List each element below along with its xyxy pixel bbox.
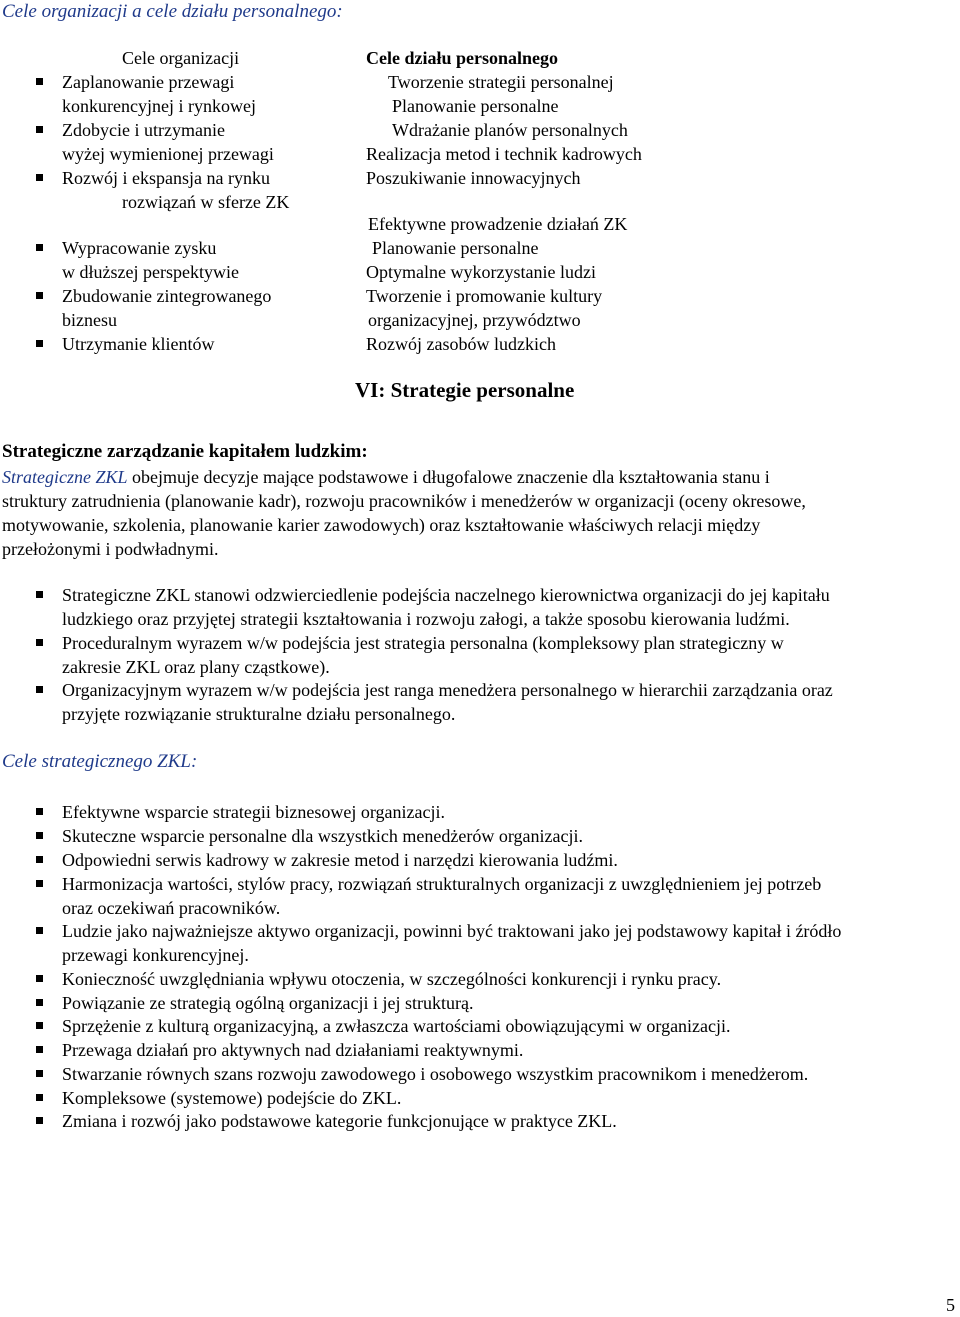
bullet-square-icon (36, 832, 43, 839)
bullet-square-icon (36, 1117, 43, 1124)
section-title-strategies: VI: Strategie personalne (355, 378, 575, 402)
bullet-line: Strategiczne ZKL stanowi odzwierciedlenie podejścia naczelnego kierownictwa organizacji do jej kapitału (62, 585, 830, 605)
bullet-square-icon (36, 808, 43, 815)
left-goal-line: Rozwój i ekspansja na rynku (62, 168, 270, 188)
bullet-line: ludzkiego oraz przyjętej strategii kształtowania i rozwoju załogi, a także sposobu kierowania ludźmi. (62, 609, 790, 629)
szl-lead-term: Strategiczne ZKL (2, 467, 128, 487)
szl-paragraph-line-1: Strategiczne ZKL obejmuje decyzje mające podstawowe i długofalowe znaczenie dla kształtowania stanu i (2, 467, 770, 487)
bullet-square-icon (36, 975, 43, 982)
bullet-line: Proceduralnym wyrazem w/w podejścia jest strategia personalna (kompleksowy plan strategiczny w (62, 633, 784, 653)
bullet-square-icon (36, 174, 43, 181)
right-goal-line: Realizacja metod i technik kadrowych (366, 144, 642, 164)
right-goal-line: Wdrażanie planów personalnych (392, 120, 628, 140)
bullet-line: Sprzężenie z kulturą organizacyjną, a zwłaszcza wartościami obowiązującymi w organizacji. (62, 1016, 731, 1036)
left-goal-line: rozwiązań w sferze ZK (122, 192, 290, 212)
section-heading-goals-comparison: Cele organizacji a cele działu personalnego: (2, 1, 343, 22)
left-goal-line: Zdobycie i utrzymanie (62, 120, 225, 140)
bullet-line: Efektywne wsparcie strategii biznesowej organizacji. (62, 802, 446, 822)
bullet-square-icon (36, 927, 43, 934)
bullet-square-icon (36, 686, 43, 693)
bullet-square-icon (36, 1046, 43, 1053)
bullet-square-icon (36, 1022, 43, 1029)
bullet-square-icon (36, 880, 43, 887)
szl-heading: Strategiczne zarządzanie kapitałem ludzkim: (2, 441, 368, 462)
right-goal-line: Tworzenie strategii personalnej (388, 72, 614, 92)
right-goal-line: Planowanie personalne (392, 96, 559, 116)
bullet-square-icon (36, 999, 43, 1006)
bullet-square-icon (36, 639, 43, 646)
bullet-line: Zmiana i rozwój jako podstawowe kategorie funkcjonujące w praktyce ZKL. (62, 1111, 617, 1131)
bullet-line: Skuteczne wsparcie personalne dla wszystkich menedżerów organizacji. (62, 826, 583, 846)
right-goal-line: Optymalne wykorzystanie ludzi (366, 262, 596, 282)
bullet-line: Przewaga działań pro aktywnych nad działaniami reaktywnymi. (62, 1040, 524, 1060)
bullet-line: Powiązanie ze strategią ogólną organizacji i jej strukturą. (62, 993, 474, 1013)
bullet-line: Kompleksowe (systemowe) podejście do ZKL. (62, 1088, 402, 1108)
bullet-square-icon (36, 1094, 43, 1101)
page-number: 5 (946, 1295, 955, 1315)
bullet-line: Konieczność uwzględniania wpływu otoczenia, w szczególności konkurencji i rynku pracy. (62, 969, 722, 989)
bullet-line: Ludzie jako najważniejsze aktywo organizacji, powinni być traktowani jako jej podstawowy kapitał i źródło (62, 921, 842, 941)
bullet-line: Organizacyjnym wyrazem w/w podejścia jest ranga menedżera personalnego w hierarchii zarządzania oraz (62, 680, 833, 700)
bullet-square-icon (36, 340, 43, 347)
left-goal-line: biznesu (62, 310, 117, 330)
right-goal-line: Efektywne prowadzenie działań ZK (368, 214, 628, 234)
left-goal-line: konkurencyjnej i rynkowej (62, 96, 256, 116)
right-goal-line: organizacyjnej, przywództwo (368, 310, 581, 330)
right-goal-line: Poszukiwanie innowacyjnych (366, 168, 581, 188)
bullet-line: zakresie ZKL oraz plany cząstkowe). (62, 657, 330, 677)
left-goal-line: wyżej wymienionej przewagi (62, 144, 274, 164)
left-column-title: Cele organizacji (122, 48, 240, 68)
bullet-square-icon (36, 78, 43, 85)
bullet-line: Harmonizacja wartości, stylów pracy, rozwiązań strukturalnych organizacji z uwzględnieniem jej potrzeb (62, 874, 822, 894)
left-goal-line: Utrzymanie klientów (62, 334, 215, 354)
bullet-square-icon (36, 244, 43, 251)
left-goal-line: Zaplanowanie przewagi (62, 72, 235, 92)
szl-paragraph-line-2: struktury zatrudnienia (planowanie kadr), rozwoju pracowników i menedżerów w organizacji (oceny okresowe, (2, 491, 806, 511)
szl-paragraph-line-4: przełożonymi i podwładnymi. (2, 539, 219, 559)
bullet-square-icon (36, 1070, 43, 1077)
bullet-line: Odpowiedni serwis kadrowy w zakresie metod i narzędzi kierowania ludźmi. (62, 850, 618, 870)
szl-paragraph-line-3: motywowanie, szkolenia, planowanie karier zawodowych) oraz kształtowanie właściwych relacji między (2, 515, 761, 535)
right-goal-line: Planowanie personalne (372, 238, 539, 258)
bullet-square-icon (36, 856, 43, 863)
bullet-square-icon (36, 591, 43, 598)
right-goal-line: Tworzenie i promowanie kultury (366, 286, 603, 306)
left-goal-line: Wypracowanie zysku (62, 238, 217, 258)
bullet-square-icon (36, 126, 43, 133)
bullet-square-icon (36, 292, 43, 299)
left-goal-line: w dłuższej perspektywie (62, 262, 239, 282)
bullet-line: oraz oczekiwań pracowników. (62, 898, 281, 918)
bullet-line: przyjęte rozwiązanie strukturalne działu personalnego. (62, 704, 456, 724)
right-column-title: Cele działu personalnego (366, 48, 558, 68)
right-goal-line: Rozwój zasobów ludzkich (366, 334, 556, 354)
goals-heading: Cele strategicznego ZKL: (2, 751, 198, 772)
left-goal-line: Zbudowanie zintegrowanego (62, 286, 272, 306)
bullet-line: przewagi konkurencyjnej. (62, 945, 249, 965)
bullet-line: Stwarzanie równych szans rozwoju zawodowego i osobowego wszystkim pracownikom i menedżerom. (62, 1064, 809, 1084)
